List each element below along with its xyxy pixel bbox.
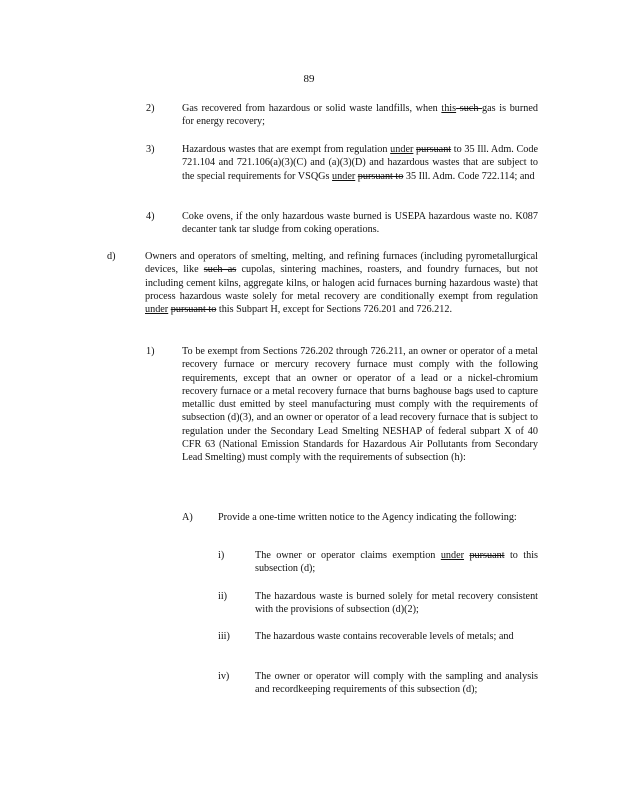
text-run: The owner or operator claims exemption — [255, 550, 441, 561]
item-label: i) — [218, 550, 225, 561]
item-text — [255, 670, 538, 697]
item-label: 1) — [146, 346, 155, 357]
inserted-text: under — [440, 550, 465, 561]
item-text — [182, 210, 538, 237]
text-run: Coke ovens, if the only hazardous waste burned is USEPA hazardous waste no. K087 decanter tank tar sludge from coking operations. — [182, 211, 538, 236]
page-number: 89 — [303, 73, 315, 85]
text-run: gas is burned for energy recovery; — [182, 103, 538, 128]
text-run: The owner or operator will comply with the sampling and analysis and recordkeeping requirements of this subsection (d); — [255, 671, 538, 696]
item-text — [255, 630, 538, 643]
item-label: 4) — [146, 211, 155, 222]
item-text — [255, 549, 538, 576]
deleted-text: pursuant — [469, 550, 505, 561]
deleted-text: pursuant to — [170, 304, 217, 316]
item-label: A) — [182, 512, 193, 523]
deleted-text: such — [456, 103, 483, 114]
item-label: 2) — [146, 103, 155, 114]
item-label: ii) — [218, 591, 228, 602]
item-label: 3) — [146, 144, 155, 155]
item-label: iii) — [218, 631, 230, 642]
text-run: Provide a one-time written notice to the Agency indicating the following: — [218, 512, 517, 523]
item-text — [182, 102, 538, 129]
text-run: The hazardous waste is burned solely for metal recovery consistent with the provisions of subsection (d)(2); — [255, 591, 538, 616]
text-run: cupolas, sintering machines, roasters, and foundry furnaces, but not including cement kilns, aggregate kilns, or halogen acid furnaces burning hazardous waste) that process hazardous waste solely for metal recovery are conditionally exempt from regulation — [145, 264, 538, 302]
item-label: d) — [107, 251, 116, 262]
text-run: to 35 Ill. Adm. Code 721.104 and 721.106(a)(3)(C) and (a)(3)(D) and hazardous wastes that are subject to the special requirements for VSQGs — [182, 144, 539, 182]
item-text — [255, 590, 538, 617]
item-label: iv) — [218, 671, 230, 682]
deleted-text: pursuant to — [357, 170, 404, 182]
item-text — [182, 143, 538, 183]
item-text — [182, 345, 538, 465]
item-text — [218, 511, 538, 524]
inserted-text: under — [390, 144, 414, 155]
inserted-text: under — [145, 304, 169, 316]
inserted-text: under — [332, 170, 356, 182]
text-run: To be exempt from Sections 726.202 through 726.211, an owner or operator of a metal recovery furnace or mercury recovery furnace must comply with the following requirements, except that an owner or operator of a lead or a nickel-chromium recovery furnace or a metal recovery furnace that burns baghouse bags used to capture metallic dust emitted by steel manufacturing must comply with the requirements of subsection (d)(3), and an owner or operator of a lead recovery furnace that is subject to regulation under the Secondary Lead Smelting NESHAP of federal subpart X of 40 CFR 63 (National Emission Standards for Hazardous Air Pollutants from Secondary Lead Smelting) must comply with the requirements of subsection (h): — [182, 346, 538, 464]
text-run: The hazardous waste contains recoverable levels of metals; and — [255, 631, 514, 642]
text-run: Gas recovered from hazardous or solid waste landfills, when — [182, 103, 442, 114]
text-run: Owners and operators of smelting, melting, and refining furnaces (including pyrometallurgical devices, like — [145, 251, 538, 276]
text-run: 35 Ill. Adm. Code 722.114; and — [403, 170, 535, 182]
text-run: this Subpart H, except for Sections 726.201 and 726.212. — [216, 304, 453, 316]
deleted-text: such as — [203, 264, 237, 276]
text-run: to this subsection (d); — [255, 550, 539, 575]
item-text — [145, 250, 538, 316]
deleted-text: pursuant — [416, 144, 452, 155]
text-run: Hazardous wastes that are exempt from regulation — [182, 144, 391, 155]
inserted-text: this — [441, 103, 457, 114]
